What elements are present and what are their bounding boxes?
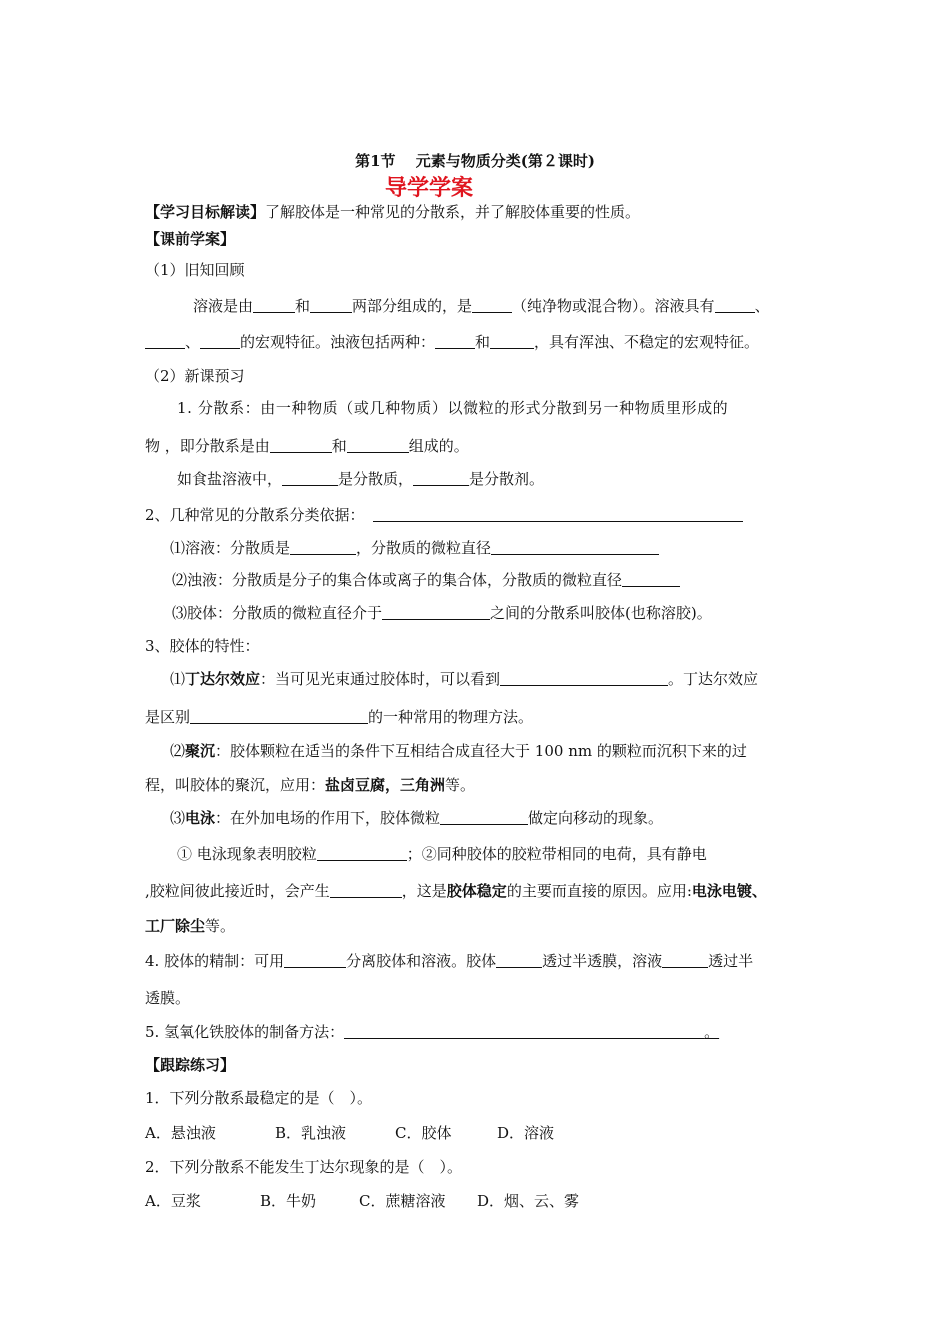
blank[interactable] bbox=[413, 470, 469, 486]
option[interactable]: D．溶液 bbox=[497, 1124, 555, 1142]
blank[interactable] bbox=[344, 1023, 704, 1039]
option[interactable]: D．烟、云、雾 bbox=[477, 1192, 580, 1210]
option[interactable]: C．蔗糖溶液 bbox=[359, 1192, 446, 1210]
review-line-1: 溶液是由 和 两部分组成的，是 （纯净物或混合物）。溶液具有 、 bbox=[193, 297, 770, 315]
blank[interactable] bbox=[290, 539, 356, 555]
preview-p2: 2、几种常见的分散系分类依据： bbox=[145, 505, 950, 525]
blank[interactable] bbox=[190, 708, 368, 724]
option[interactable]: C．胶体 bbox=[395, 1124, 452, 1142]
preview-p2-solution: ⑴溶液：分散质是 ，分散质的微粒直径 bbox=[170, 538, 950, 558]
option[interactable]: B．乳浊液 bbox=[275, 1124, 347, 1142]
tyndall-line2: 是区别 的一种常用的物理方法。 bbox=[145, 708, 534, 726]
option[interactable]: A．豆浆 bbox=[145, 1192, 201, 1210]
electrophoresis-line4: 工厂除尘等。 bbox=[145, 917, 236, 935]
blank[interactable] bbox=[496, 952, 542, 968]
option[interactable]: B．牛奶 bbox=[260, 1192, 317, 1210]
blank[interactable] bbox=[270, 437, 332, 453]
preview-p1-line1: 1. 分散系：由一种物质（或几种物质）以微粒的形式分散到另一种物质里形成的 bbox=[177, 399, 729, 417]
blank[interactable] bbox=[472, 297, 512, 313]
question-1: 1．下列分散系最稳定的是（ ）。 bbox=[145, 1089, 373, 1107]
purification-line1: 4. 胶体的精制：可用 分离胶体和溶液。胶体 透过半透膜，溶液 透过半 bbox=[145, 952, 754, 970]
blank[interactable] bbox=[330, 882, 402, 898]
blank[interactable] bbox=[715, 297, 755, 313]
prelesson-heading: 【课前学案】 bbox=[145, 230, 236, 248]
preparation-line: 5. 氢氧化铁胶体的制备方法： 。 bbox=[145, 1023, 720, 1041]
preview-heading: （2）新课预习 bbox=[145, 367, 245, 385]
electrophoresis-line3: ,胶粒间彼此接近时，会产生 ，这是胶体稳定的主要而直接的原因。应用:电泳电镀、 bbox=[145, 882, 767, 900]
blank[interactable] bbox=[435, 333, 475, 349]
page-subtitle: 导学学案 bbox=[385, 176, 474, 201]
purification-line2: 透膜。 bbox=[145, 989, 191, 1007]
coagulation-line2: 程，叫胶体的聚沉，应用：盐卤豆腐，三角洲等。 bbox=[145, 776, 476, 794]
blank[interactable] bbox=[490, 333, 534, 349]
blank[interactable] bbox=[491, 539, 659, 555]
preview-p1-line2: 物 ，即分散系是由 和 组成的。 bbox=[145, 437, 469, 455]
practice-heading: 【跟踪练习】 bbox=[145, 1056, 236, 1074]
blank[interactable] bbox=[253, 297, 295, 313]
blank[interactable] bbox=[622, 571, 680, 587]
blank[interactable] bbox=[145, 333, 185, 349]
blank[interactable] bbox=[373, 506, 743, 522]
goal-heading: 【学习目标解读】 bbox=[145, 203, 266, 221]
tyndall-line1: ⑴丁达尔效应：当可见光束通过胶体时，可以看到 。丁达尔效应 bbox=[170, 670, 759, 688]
review-heading: （1）旧知回顾 bbox=[145, 261, 245, 279]
electrophoresis-line2: ① 电泳现象表明胶粒 ；②同种胶体的胶粒带相同的电荷，具有静电 bbox=[177, 845, 707, 863]
blank[interactable] bbox=[440, 809, 528, 825]
blank[interactable] bbox=[382, 604, 490, 620]
question-2: 2．下列分散系不能发生丁达尔现象的是（ ）。 bbox=[145, 1158, 463, 1176]
preview-p2-colloid: ⑶胶体：分散质的微粒直径介于 之间的分散系叫胶体(也称溶胶)。 bbox=[172, 604, 712, 622]
blank[interactable] bbox=[284, 952, 346, 968]
blank[interactable] bbox=[310, 297, 352, 313]
blank[interactable] bbox=[662, 952, 708, 968]
blank[interactable] bbox=[282, 470, 338, 486]
blank[interactable] bbox=[200, 333, 240, 349]
goal-text: 了解胶体是一种常见的分散系，并了解胶体重要的性质。 bbox=[265, 203, 641, 221]
electrophoresis-line1: ⑶电泳：在外加电场的作用下，胶体微粒 做定向移动的现象。 bbox=[170, 809, 664, 827]
learning-goal bbox=[145, 202, 950, 222]
page-title: 第1节 元素与物质分类(第２课时) bbox=[355, 152, 595, 170]
coagulation-line1: ⑵聚沉：胶体颗粒在适当的条件下互相结合成直径大于 100 nm 的颗粒而沉积下来的过 bbox=[170, 742, 747, 760]
blank[interactable] bbox=[500, 670, 668, 686]
blank[interactable] bbox=[317, 845, 407, 861]
blank[interactable] bbox=[347, 437, 409, 453]
preview-p1-line3: 如食盐溶液中， 是分散质， 是分散剂。 bbox=[177, 470, 545, 488]
preview-p2-suspension: ⑵浊液：分散质是分子的集合体或离子的集合体，分散质的微粒直径 bbox=[172, 570, 950, 590]
review-line-2: 、 的宏观特征。浊液包括两种： 和 ，具有浑浊、不稳定的宏观特征。 bbox=[145, 332, 950, 352]
option[interactable]: A．悬浊液 bbox=[145, 1124, 216, 1142]
preview-p3: 3、胶体的特性： bbox=[145, 637, 260, 655]
